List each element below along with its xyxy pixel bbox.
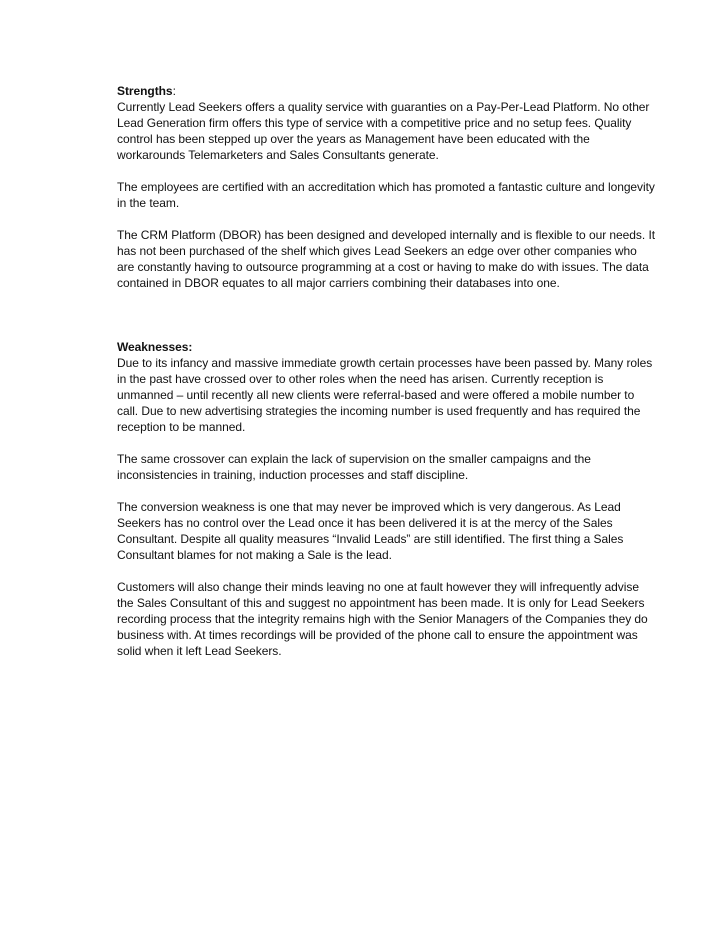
document-body	[117, 83, 657, 675]
strengths-title: Strengths	[117, 84, 173, 98]
weaknesses-section	[117, 339, 657, 659]
strengths-heading	[117, 83, 657, 99]
strengths-colon: :	[172, 84, 176, 98]
weaknesses-paragraph-2: The same crossover can explain the lack of supervision on the smaller campaigns and the inconsistencies in training, induction processes and staff discipline.	[117, 452, 591, 482]
strengths-paragraph-3: The CRM Platform (DBOR) has been designed and developed internally and is flexible to our needs. It has not been purchased of the shelf which gives Lead Seekers an edge over other companies who are constantly having to outsource programming at a cost or having to make do with issues. The data contained in DBOR equates to all major carriers combining their databases into one.	[117, 228, 656, 290]
weaknesses-heading: Weaknesses:	[117, 340, 193, 354]
section-spacer	[117, 307, 657, 339]
weaknesses-paragraph-1: Due to its infancy and massive immediate growth certain processes have been passed by. Many roles in the past have crossed over to other roles when the need has arisen. Currently reception is unmanned – until recently all new clients were referral-based and were offered a mobile number to call. Due to new advertising strategies the incoming number is used frequently and has required the reception to be manned.	[117, 356, 653, 434]
strengths-section	[117, 83, 657, 291]
strengths-paragraph-1: Currently Lead Seekers offers a quality service with guaranties on a Pay-Per-Lead Platform. No other Lead Generation firm offers this type of service with a competitive price and no setup fees. Quality control has been stepped up over the years as Management have been educated with the workarounds Telemarketers and Sales Consultants generate.	[117, 100, 650, 162]
weaknesses-paragraph-3: The conversion weakness is one that may never be improved which is very dangerous. As Lead Seekers has no control over the Lead once it has been delivered it is at the mercy of the Sales Consultant. Despite all quality measures “Invalid Leads” are still identified. The first thing a Sales Consultant blames for not making a Sale is the lead.	[117, 500, 624, 562]
strengths-paragraph-2: The employees are certified with an accreditation which has promoted a fantastic culture and longevity in the team.	[117, 180, 655, 210]
weaknesses-paragraph-4: Customers will also change their minds leaving no one at fault however they will infrequently advise the Sales Consultant of this and suggest no appointment has been made. It is only for Lead Seekers recording process that the integrity remains high with the Senior Managers of the Companies they do business with. At times recordings will be provided of the phone call to ensure the appointment was solid when it left Lead Seekers.	[117, 580, 648, 658]
